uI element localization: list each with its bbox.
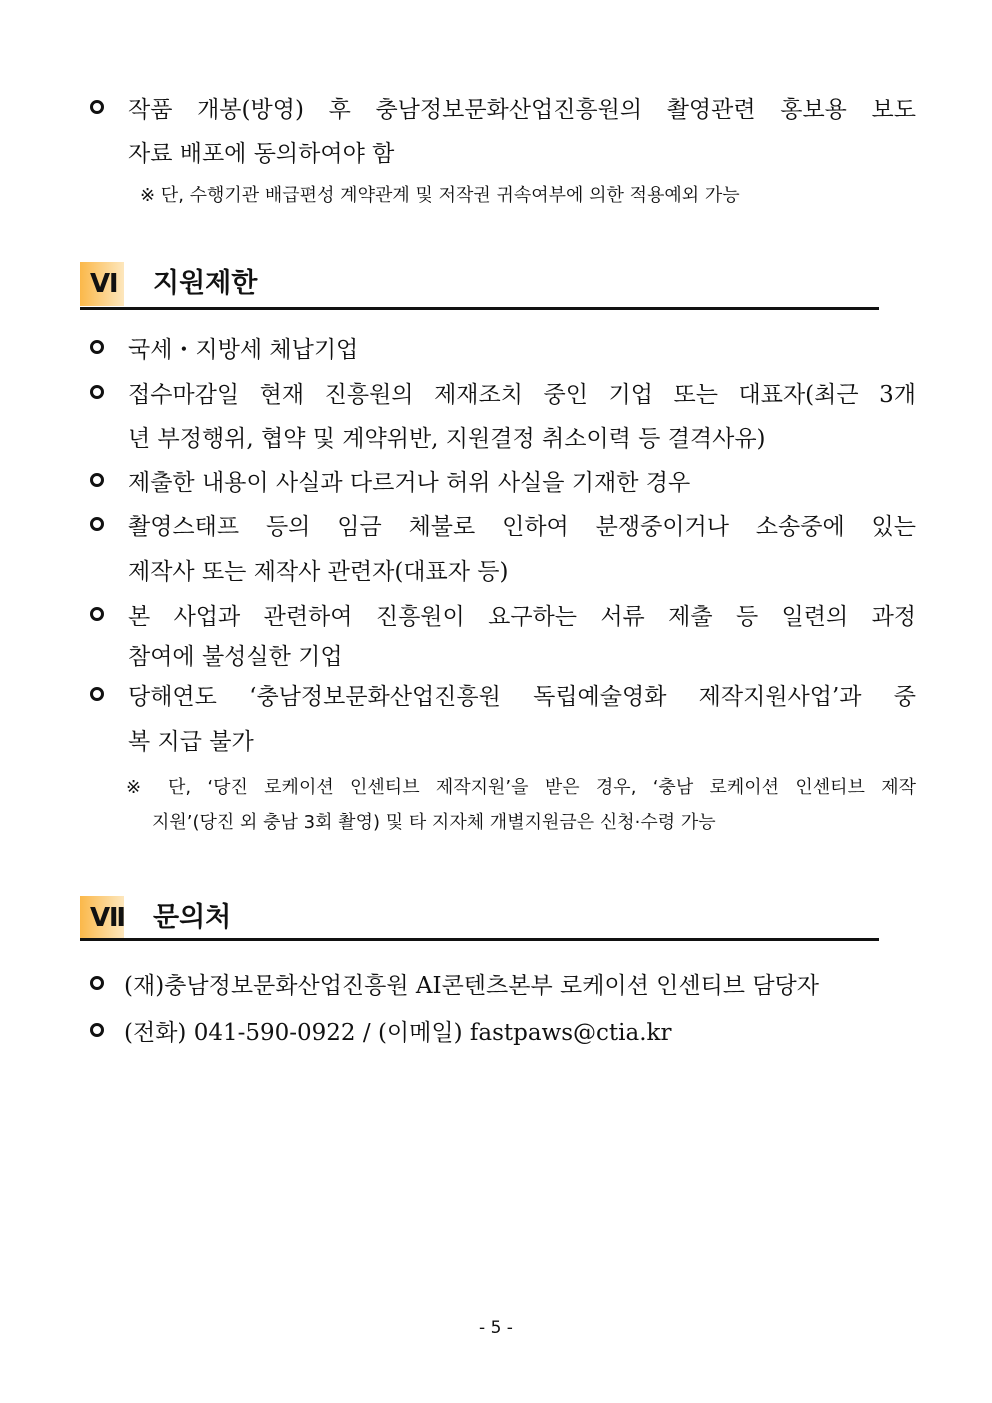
item-line: 국세・지방세 체납기업 <box>128 337 359 363</box>
circle-bullet-icon <box>90 1023 104 1037</box>
circle-bullet-icon <box>90 976 104 990</box>
section-divider <box>80 307 879 310</box>
item-line: (전화) 041-590-0922 / (이메일) fastpaws@ctia.kr <box>124 1020 672 1046</box>
circle-bullet-icon <box>90 340 104 354</box>
note: ※ 단, 수행기관 배급편성 계약관계 및 저작권 귀속여부에 의한 적용예외 가능 <box>140 185 740 206</box>
section-title: 지원제한 <box>153 268 258 299</box>
section-divider <box>80 938 879 941</box>
item-line: 본 사업과 관련하여 진흥원이 요구하는 서류 제출 등 일련의 과정 <box>128 604 916 630</box>
circle-bullet-icon <box>90 385 104 399</box>
circle-bullet-icon <box>90 517 104 531</box>
note: ※ 단, ‘당진 로케이션 인센티브 제작지원’을 받은 경우, ‘충남 로케이션 인센티브 제작 <box>126 777 916 798</box>
section-number: Ⅵ <box>80 262 124 306</box>
item-line: 자료 배포에 동의하여야 함 <box>128 141 395 167</box>
circle-bullet-icon <box>90 473 104 487</box>
item-line: 복 지급 불가 <box>128 729 254 755</box>
circle-bullet-icon <box>90 687 104 701</box>
section-title: 문의처 <box>153 902 232 933</box>
item-line: 년 부정행위, 협약 및 계약위반, 지원결정 취소이력 등 결격사유) <box>128 426 766 452</box>
page-number: - 5 - <box>479 1318 513 1338</box>
note: 지원’(당진 외 충남 3회 촬영) 및 타 지자체 개별지원금은 신청·수령 가능 <box>152 812 716 833</box>
item-line: 참여에 불성실한 기업 <box>128 644 343 670</box>
item-line: 당해연도 ‘충남정보문화산업진흥원 독립예술영화 제작지원사업’과 중 <box>128 684 916 710</box>
circle-bullet-icon <box>90 100 104 114</box>
item-line: (재)충남정보문화산업진흥원 AI콘텐츠본부 로케이션 인센티브 담당자 <box>124 973 819 999</box>
item-line: 작품 개봉(방영) 후 충남정보문화산업진흥원의 촬영관련 홍보용 보도 <box>128 97 916 123</box>
item-line: 제출한 내용이 사실과 다르거나 허위 사실을 기재한 경우 <box>128 470 691 496</box>
item-line: 제작사 또는 제작사 관련자(대표자 등) <box>128 559 509 585</box>
item-line: 촬영스태프 등의 임금 체불로 인하여 분쟁중이거나 소송중에 있는 <box>128 514 916 540</box>
circle-bullet-icon <box>90 607 104 621</box>
item-line: 접수마감일 현재 진흥원의 제재조치 중인 기업 또는 대표자(최근 3개 <box>128 382 916 408</box>
section-number: Ⅶ <box>80 896 124 940</box>
